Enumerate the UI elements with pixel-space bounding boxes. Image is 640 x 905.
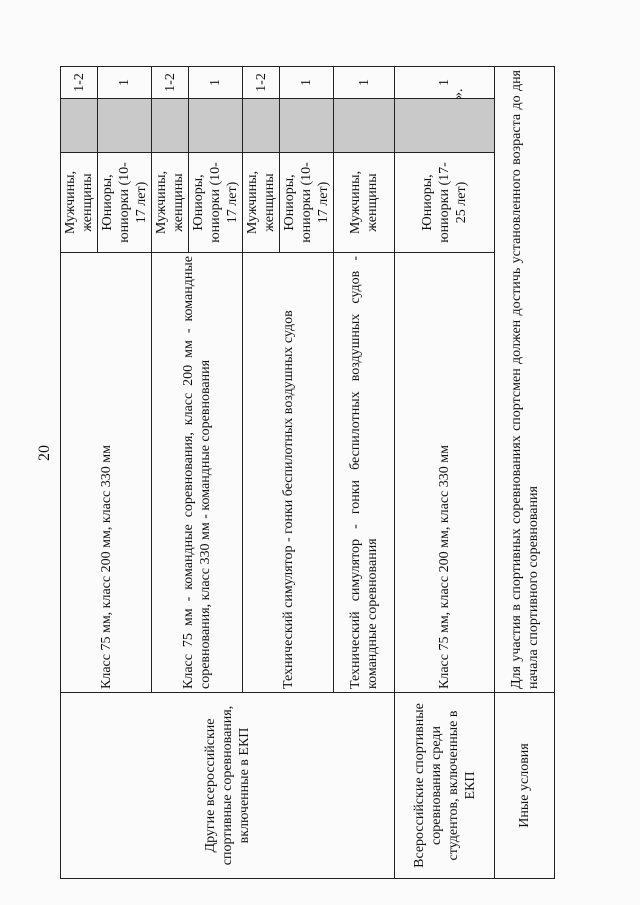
table-row [395,67,495,879]
table-row [61,67,98,879]
value-cell: 1-2 [152,67,189,99]
value-cell: 1 [189,67,243,99]
discipline-cell: Технический симулятор - гонки беспилотных воздушных судов [243,253,334,693]
other-conditions-label: Иные условия [495,693,555,879]
requirements-table [60,66,555,879]
discipline-cell: Технический симулятор - гонки беспилотных воздушных судов - командные соревнования [334,253,395,693]
shaded-cell [280,99,334,153]
participants-cell: Юниоры, юниорки (10-17 лет) [189,153,243,253]
participants-cell: Юниоры, юниорки (17-25 лет) [395,153,495,253]
value-cell: 1 [334,67,395,99]
shaded-cell [98,99,152,153]
table-row [495,67,555,879]
value-cell: 1-2 [61,67,98,99]
participants-cell: Мужчины, женщины [61,153,98,253]
participants-cell: Мужчины, женщины [243,153,280,253]
participants-cell: Мужчины, женщины [334,153,395,253]
shaded-cell [334,99,395,153]
shaded-cell [189,99,243,153]
shaded-cell [243,99,280,153]
participants-cell: Юниоры, юниорки (10-17 лет) [98,153,152,253]
discipline-cell: Класс 75 мм - командные соревнования, класс 200 мм - командные соревнования, класс 330 мм - командные соревнования [152,253,243,693]
value-cell: 1-2 [243,67,280,99]
other-conditions-text: Для участия в спортивных соревнованиях спортсмен должен достичь установленного возраста до дня начала спортивного соревнования [495,67,555,693]
discipline-cell: Класс 75 мм, класс 200 мм, класс 330 мм [395,253,495,693]
page-number: 20 [36,445,53,461]
group-cell-other: Другие всероссийские спортивные соревнования, включенные в ЕКП [61,693,395,879]
shaded-cell [61,99,98,153]
value-cell: 1 [280,67,334,99]
value-cell: 1 [395,67,495,99]
participants-cell: Юниоры, юниорки (10-17 лет) [280,153,334,253]
closing-quote: ». [451,88,466,99]
value-cell: 1 [98,67,152,99]
shaded-cell [395,99,495,153]
group-cell-students: Всероссийские спортивные соревнования среди студентов, включенные в ЕКП [395,693,495,879]
participants-cell: Мужчины, женщины [152,153,189,253]
shaded-cell [152,99,189,153]
discipline-cell: Класс 75 мм, класс 200 мм, класс 330 мм [61,253,152,693]
